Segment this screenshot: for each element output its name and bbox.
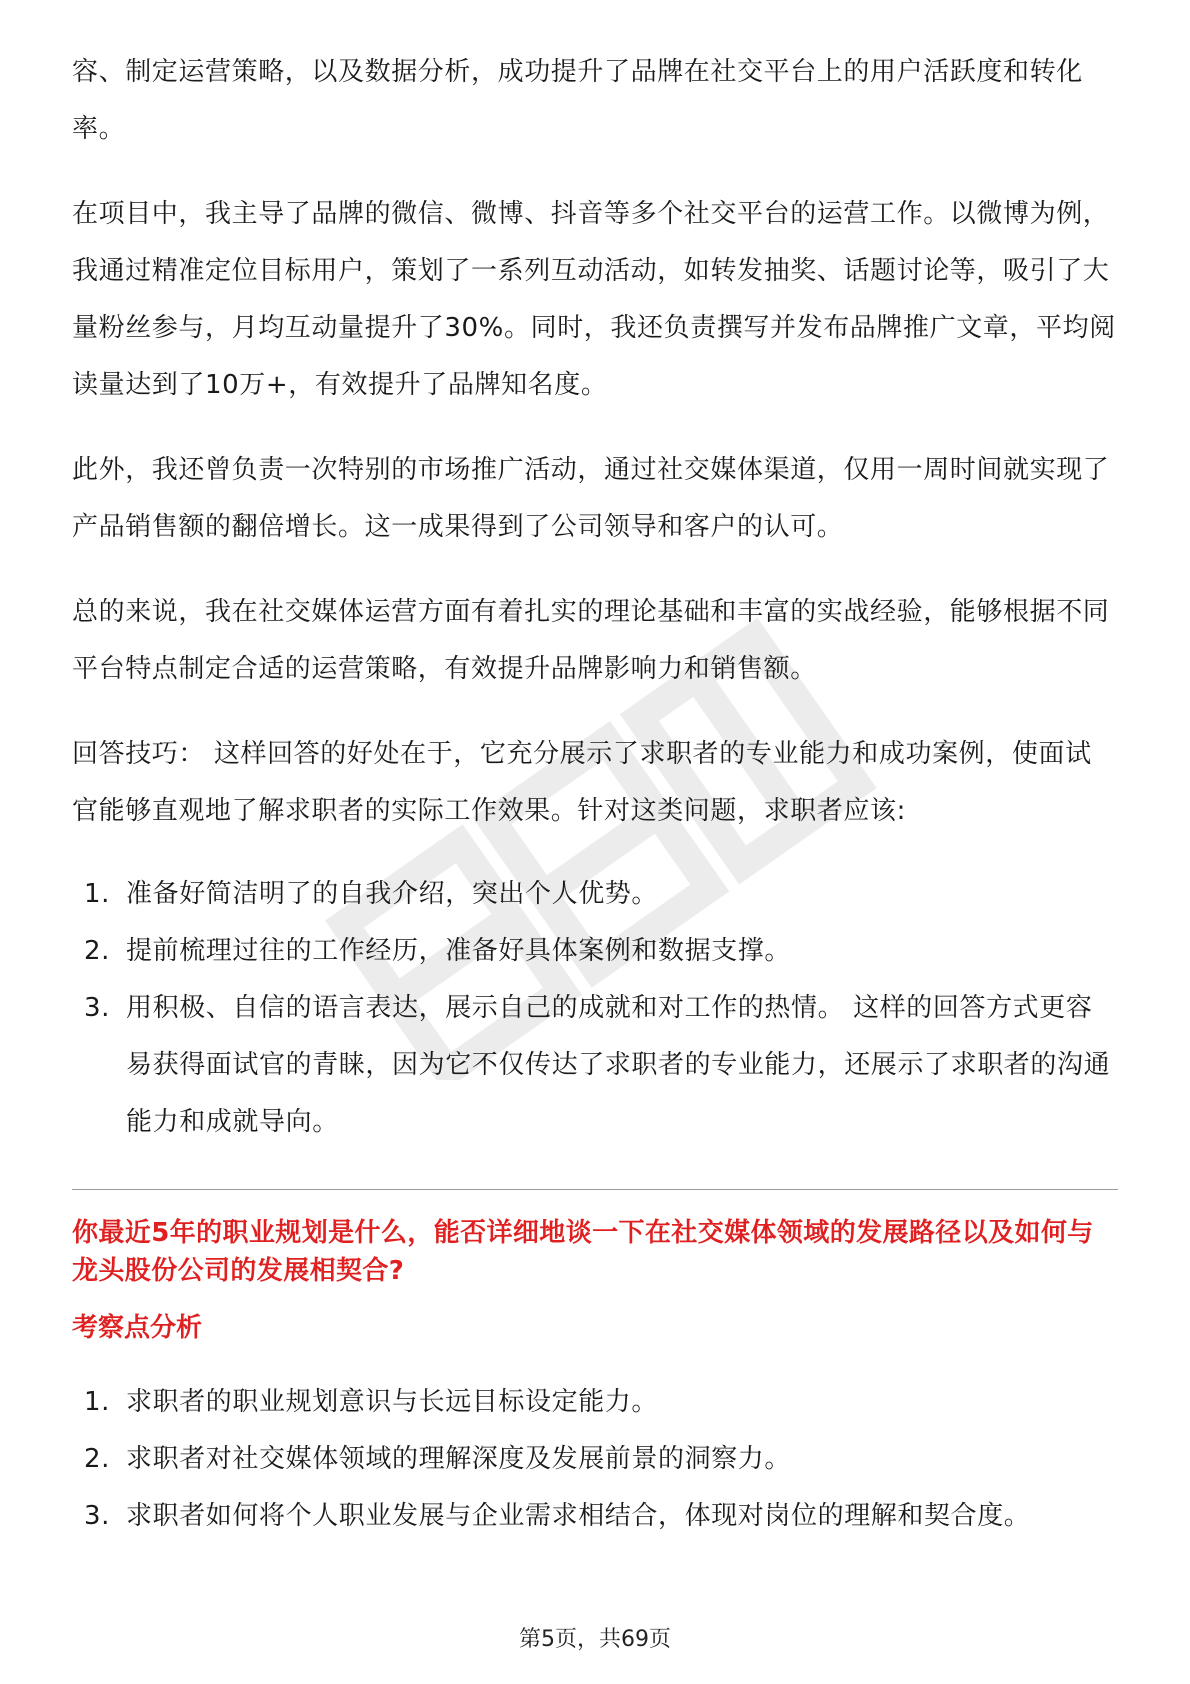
list-number: 2. bbox=[84, 936, 111, 966]
paragraph-intro-continued: 容、制定运营策略，以及数据分析，成功提升了品牌在社交平台上的用户活跃度和转化率。 bbox=[72, 57, 1083, 144]
section-divider bbox=[72, 1189, 1118, 1190]
main-content bbox=[72, 44, 1118, 1545]
paragraph-campaign: 此外，我还曾负责一次特别的市场推广活动，通过社交媒体渠道，仅用一周时间就实现了产品销售额的翻倍增长。这一成果得到了公司领导和客户的认可。 bbox=[72, 455, 1110, 542]
list-item bbox=[72, 1374, 1118, 1431]
paragraph-summary: 总的来说，我在社交媒体运营方面有着扎实的理论基础和丰富的实战经验，能够根据不同平台特点制定合适的运营策略，有效提升品牌影响力和销售额。 bbox=[72, 597, 1110, 684]
analysis-list bbox=[72, 1374, 1118, 1545]
list-number: 3. bbox=[84, 993, 111, 1023]
list-number: 2. bbox=[84, 1444, 111, 1474]
list-item-text: 准备好简洁明了的自我介绍，突出个人优势。 bbox=[126, 879, 659, 909]
list-item bbox=[72, 980, 1118, 1151]
page-footer: 第5页，共69页 bbox=[519, 1627, 671, 1652]
tips-list bbox=[72, 866, 1118, 1151]
list-item bbox=[72, 923, 1118, 980]
list-item-text: 求职者的职业规划意识与长远目标设定能力。 bbox=[126, 1387, 659, 1417]
list-item-text: 用积极、自信的语言表达，展示自己的成就和对工作的热情。 这样的回答方式更容易获得面试官的青睐，因为它不仅传达了求职者的专业能力，还展示了求职者的沟通能力和成就导向。 bbox=[126, 993, 1111, 1137]
paragraph-answer-tips: 回答技巧： 这样回答的好处在于，它充分展示了求职者的专业能力和成功案例，使面试官能够直观地了解求职者的实际工作效果。针对这类问题，求职者应该: bbox=[72, 739, 1092, 826]
list-item-text: 求职者对社交媒体领域的理解深度及发展前景的洞察力。 bbox=[126, 1444, 792, 1474]
list-number: 1. bbox=[84, 1387, 111, 1417]
list-item bbox=[72, 1488, 1118, 1545]
analysis-heading: 考察点分析 bbox=[72, 1313, 203, 1343]
list-item bbox=[72, 1431, 1118, 1488]
list-item bbox=[72, 866, 1118, 923]
paragraph-project: 在项目中，我主导了品牌的微信、微博、抖音等多个社交平台的运营工作。以微博为例，我通过精准定位目标用户，策划了一系列互动活动，如转发抽奖、话题讨论等，吸引了大量粉丝参与，月均互动量提升了30%。同时，我还负责撰写并发布品牌推广文章，平均阅读量达到了10万+，有效提升了品牌知名度。 bbox=[72, 199, 1116, 400]
list-item-text: 提前梳理过往的工作经历，准备好具体案例和数据支撑。 bbox=[126, 936, 792, 966]
list-number: 3. bbox=[84, 1501, 111, 1531]
list-item-text: 求职者如何将个人职业发展与企业需求相结合，体现对岗位的理解和契合度。 bbox=[126, 1501, 1031, 1531]
list-number: 1. bbox=[84, 879, 111, 909]
interview-question: 你最近5年的职业规划是什么，能否详细地谈一下在社交媒体领域的发展路径以及如何与龙头股份公司的发展相契合? bbox=[72, 1218, 1094, 1286]
